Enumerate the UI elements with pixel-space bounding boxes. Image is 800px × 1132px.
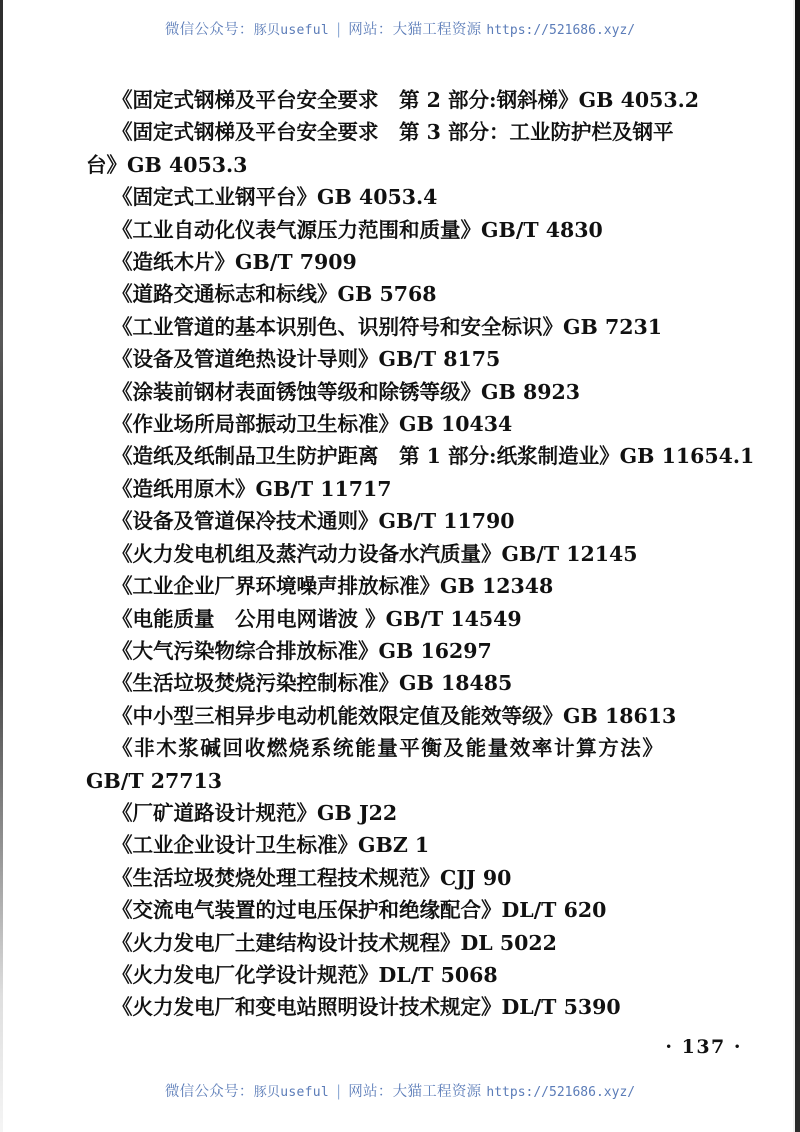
standard-line: GB/T 27713 xyxy=(86,768,223,793)
standards-list xyxy=(86,84,755,1024)
watermark-account: 豚贝useful xyxy=(253,23,330,38)
page-number: · 137 · xyxy=(665,1036,742,1058)
watermark-bottom xyxy=(0,1080,800,1101)
watermark-site-label: 网站： xyxy=(348,22,393,38)
standard-line: 《火力发电机组及蒸汽动力设备水汽质量》GB/T 12145 xyxy=(112,541,638,566)
standard-line: 《火力发电厂化学设计规范》DL/T 5068 xyxy=(112,962,498,987)
watermark-site-name: 大猫工程资源 xyxy=(392,1084,482,1100)
watermark-account: 豚贝useful xyxy=(253,1085,330,1100)
standard-line: 《火力发电厂土建结构设计技术规程》DL 5022 xyxy=(112,930,557,955)
standard-line: 《工业自动化仪表气源压力范围和质量》GB/T 4830 xyxy=(112,217,603,242)
standard-line: 《生活垃圾焚烧处理工程技术规范》CJJ 90 xyxy=(112,865,512,890)
standard-line: 《造纸用原木》GB/T 11717 xyxy=(112,476,392,501)
watermark-url: https://521686.xyz/ xyxy=(486,23,636,38)
watermark-site-label: 网站： xyxy=(348,1084,393,1100)
standard-line: 《工业管道的基本识别色、识别符号和安全标识》GB 7231 xyxy=(112,314,663,339)
watermark-prefix-label: 微信公众号： xyxy=(164,1084,254,1100)
standard-line: 《非木浆碱回收燃烧系统能量平衡及能量效率计算方法》 xyxy=(112,736,665,761)
watermark-separator: | xyxy=(336,22,342,38)
standard-line: 《大气污染物综合排放标准》GB 16297 xyxy=(112,638,492,663)
standard-line: 《固定式工业钢平台》GB 4053.4 xyxy=(112,185,438,210)
watermark-url: https://521686.xyz/ xyxy=(486,1085,636,1100)
standard-line: 《造纸及纸制品卫生防护距离 第 1 部分:纸浆制造业》GB 11654.1 xyxy=(112,444,755,469)
standard-line: 《厂矿道路设计规范》GB J22 xyxy=(112,800,398,825)
standard-line: 《火力发电厂和变电站照明设计技术规定》DL/T 5390 xyxy=(112,995,621,1020)
standard-line: 《设备及管道绝热设计导则》GB/T 8175 xyxy=(112,347,501,372)
standard-line: 《工业企业设计卫生标准》GBZ 1 xyxy=(112,833,430,858)
watermark-site-name: 大猫工程资源 xyxy=(392,22,482,38)
standard-line: 《电能质量 公用电网谐波 》GB/T 14549 xyxy=(112,606,522,631)
standard-line: 《道路交通标志和标线》GB 5768 xyxy=(112,282,437,307)
standard-line: 《固定式钢梯及平台安全要求 第 2 部分:钢斜梯》GB 4053.2 xyxy=(112,88,700,112)
standard-line: 《作业场所局部振动卫生标准》GB 10434 xyxy=(112,412,513,437)
watermark-separator: | xyxy=(336,1084,342,1100)
standard-line: 《工业企业厂界环境噪声排放标准》GB 12348 xyxy=(112,574,554,599)
standard-line: 《交流电气装置的过电压保护和绝缘配合》DL/T 620 xyxy=(112,898,607,923)
standard-line: 《造纸木片》GB/T 7909 xyxy=(112,250,357,275)
scan-edge-right xyxy=(795,0,800,1132)
watermark-top xyxy=(0,18,800,39)
standard-line: 《设备及管道保冷技术通则》GB/T 11790 xyxy=(112,509,515,534)
standard-line: 《固定式钢梯及平台安全要求 第 3 部分：工业防护栏及钢平 xyxy=(112,120,674,145)
scan-edge-left xyxy=(0,0,3,1132)
standard-line: 台》GB 4053.3 xyxy=(86,152,248,177)
standard-line: 《涂装前钢材表面锈蚀等级和除锈等级》GB 8923 xyxy=(112,379,581,404)
watermark-prefix-label: 微信公众号： xyxy=(164,22,254,38)
standard-line: 《中小型三相异步电动机能效限定值及能效等级》GB 18613 xyxy=(112,703,677,728)
standard-line: 《生活垃圾焚烧污染控制标准》GB 18485 xyxy=(112,671,513,696)
